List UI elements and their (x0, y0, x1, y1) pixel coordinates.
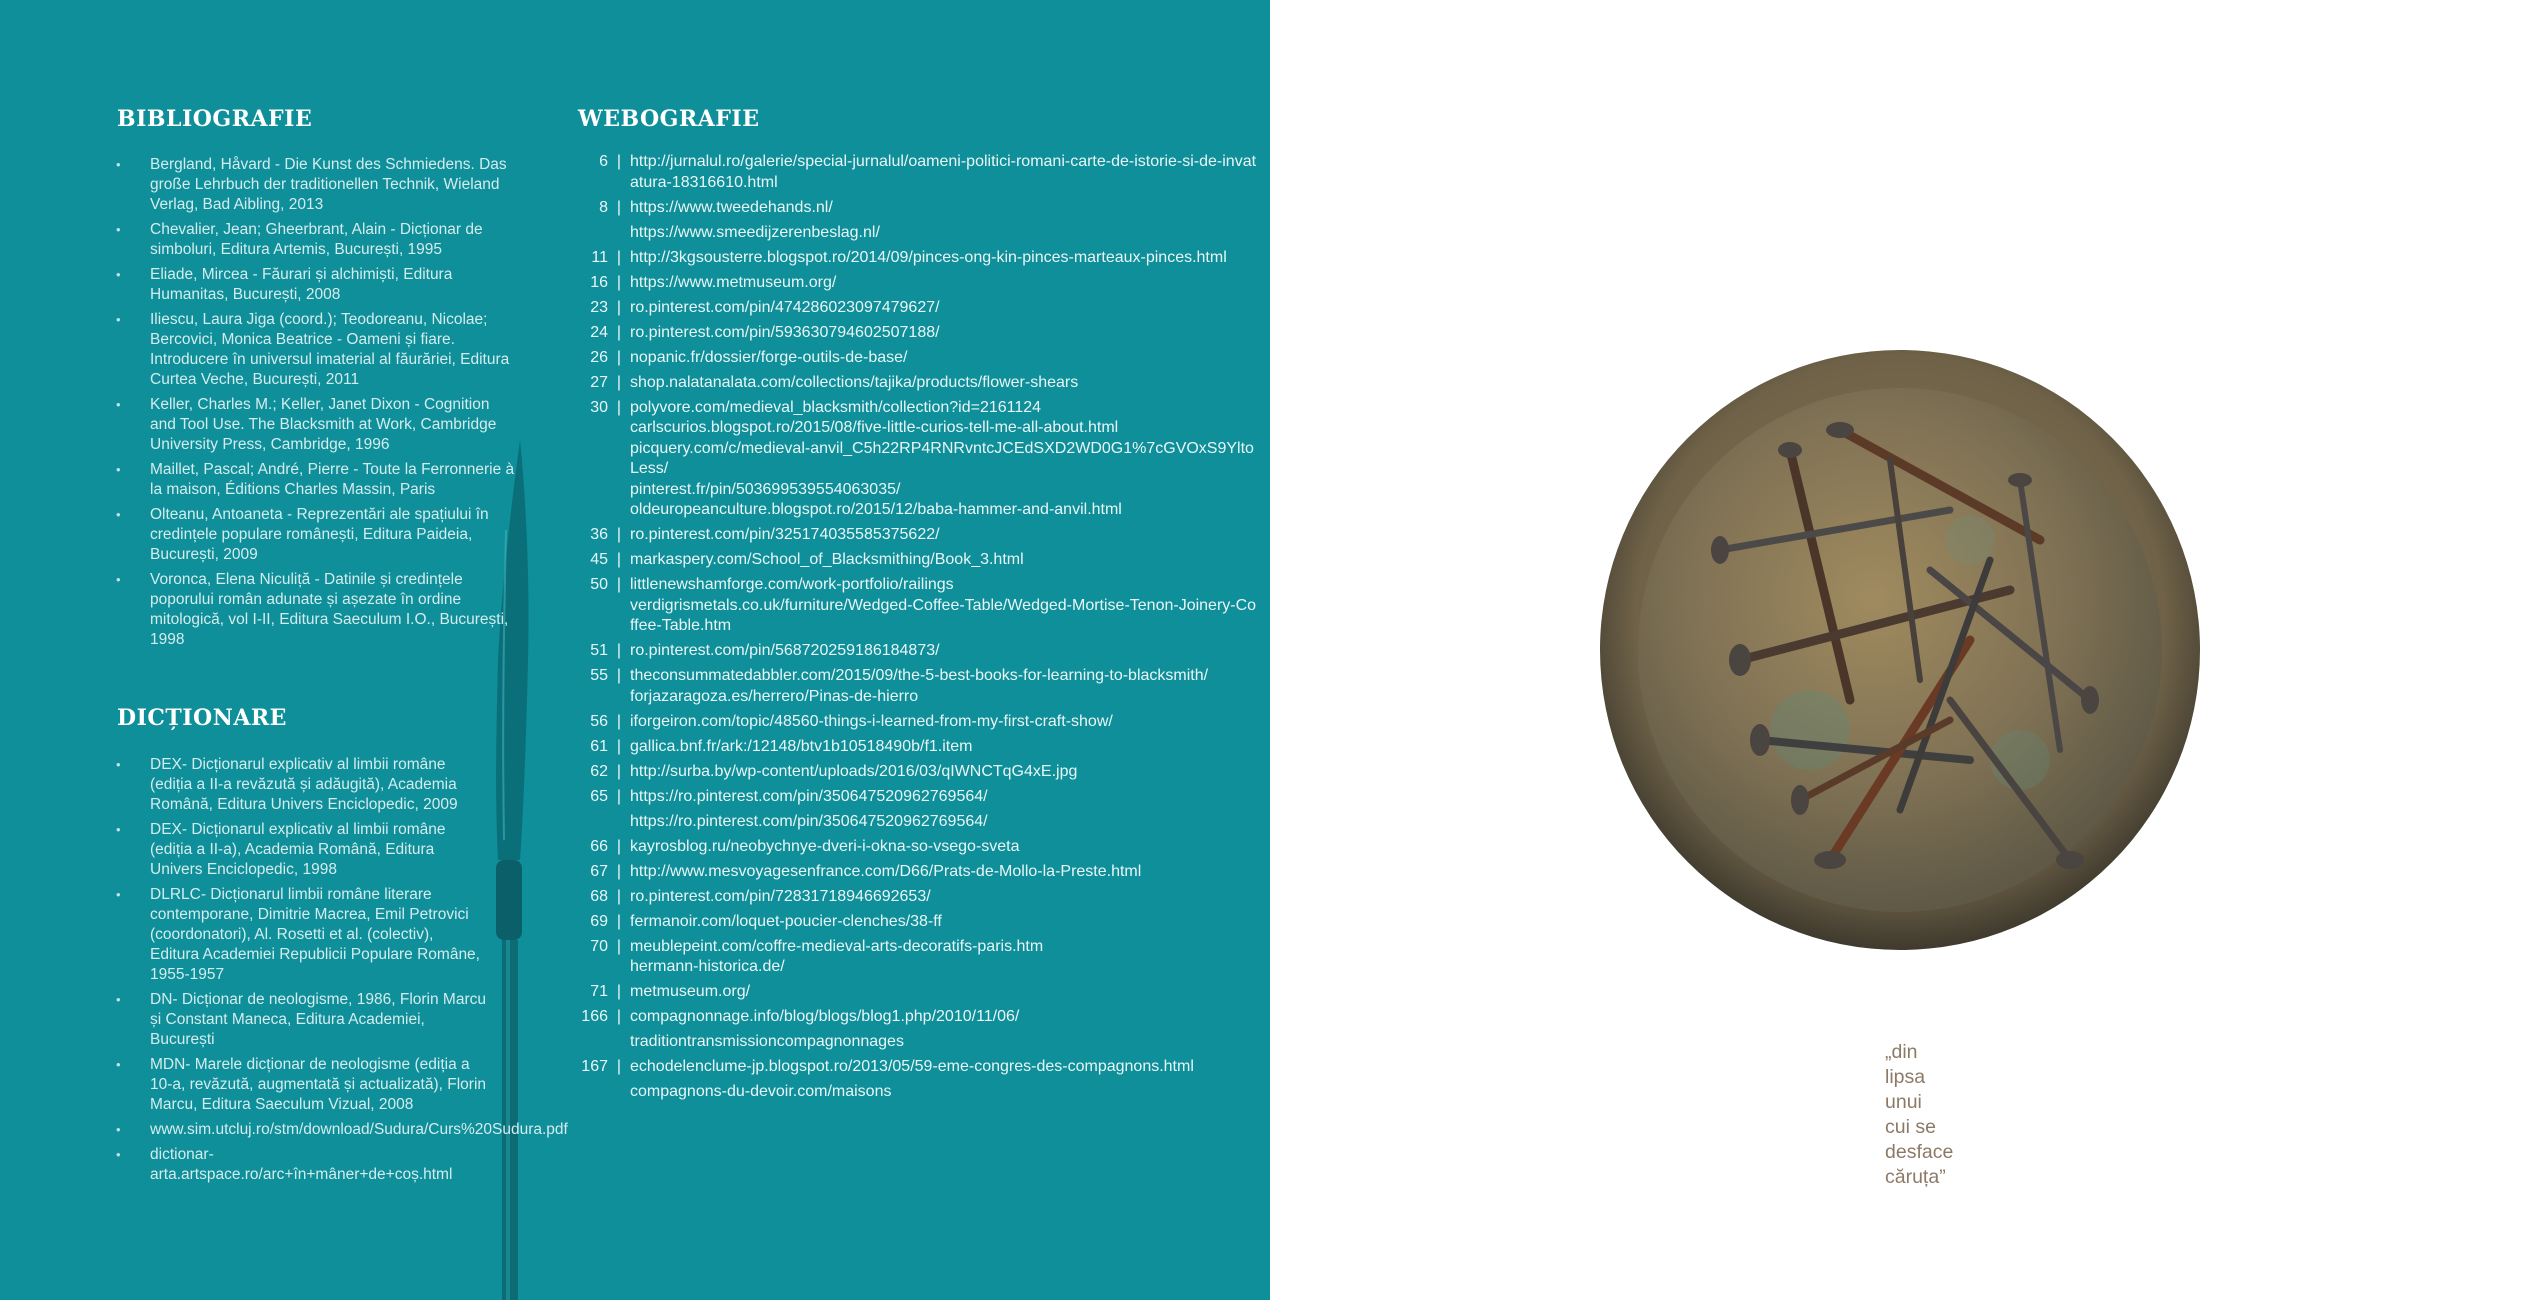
quote-line: unui (1885, 1091, 1922, 1113)
url-link[interactable]: theconsummatedabbler.com/2015/09/the-5-best-books-for-learning-to-blacksmith/ (630, 667, 1209, 684)
webography-entry (560, 666, 1260, 707)
url-link[interactable]: compagnons-du-devoir.com/maisons (630, 1083, 892, 1100)
quote-text (1885, 1040, 1953, 1190)
webography-entry (560, 912, 1260, 933)
url-group (630, 323, 1260, 344)
reference-number: 55 (590, 667, 608, 684)
url-group (630, 641, 1260, 662)
reference-number: 45 (590, 551, 608, 568)
reference-number: 65 (590, 787, 608, 805)
webography-entry (560, 575, 1260, 637)
separator: | (616, 323, 622, 341)
bibliography-item: • Keller, Charles M.; Keller, Janet Dixon - Cognition and Tool Use. The Blacksmith at Work, Cambridge University Press, Cambridge, 1996 (116, 395, 518, 455)
reference-number: 167 (581, 1058, 608, 1075)
url-link[interactable]: ro.pinterest.com/pin/593630794602507188/ (630, 323, 940, 341)
quote-line: căruța” (1885, 1166, 1946, 1188)
url-group (630, 787, 1260, 808)
url-group (630, 223, 1260, 244)
url-link[interactable]: kayrosblog.ru/neobychnye-dveri-i-okna-so-vsego-sveta (630, 837, 1020, 855)
separator: | (616, 667, 622, 684)
webography-entry (560, 398, 1260, 521)
url-link[interactable]: compagnonnage.info/blog/blogs/blog1.php/2010/11/06/ (630, 1008, 1020, 1025)
url-group (630, 937, 1260, 978)
separator: | (616, 298, 622, 316)
url-link[interactable]: shop.nalatanalata.com/collections/tajika/products/flower-shears (630, 373, 1079, 391)
dictionary-item: • MDN- Marele dicționar de neologisme (ediția a 10-a, revăzută, augmentată și actualizată), Florin Marcu, Editura Saeculum Vizual, 2008 (116, 1055, 486, 1115)
webography-entry (560, 298, 1260, 319)
url-group (630, 982, 1260, 1003)
bibliography-item: • Iliescu, Laura Jiga (coord.); Teodoreanu, Nicolae; Bercovici, Monica Beatrice - Oameni și fiare. Introducere în universul imaterial al făurăriei, Editura Curtea Veche, București, 2011 (116, 310, 518, 390)
webography-entry (560, 1082, 1260, 1103)
url-link[interactable]: http://www.mesvoyagesenfrance.com/D66/Prats-de-Mollo-la-Preste.html (630, 862, 1142, 880)
separator: | (616, 526, 622, 543)
webography-entry (560, 373, 1260, 394)
bibliography-item: • Voronca, Elena Niculiță - Datinile și credințele poporului român adunate și așezate în ordine mitologică, vol I-II, Editura Saeculum I.O., București, 1998 (116, 570, 518, 650)
reference-number: 30 (590, 398, 608, 416)
url-group (630, 837, 1260, 858)
separator: | (616, 1008, 622, 1025)
webography-entry (560, 762, 1260, 783)
reference-number: 56 (590, 712, 608, 730)
url-group (630, 1057, 1260, 1078)
url-link[interactable]: ro.pinterest.com/pin/568720259186184873/ (630, 642, 940, 659)
url-group (630, 348, 1260, 369)
reference-number: 70 (590, 937, 608, 955)
separator: | (616, 737, 622, 755)
reference-number: 62 (590, 762, 608, 780)
url-link[interactable]: oldeuropeanculture.blogspot.ro/2015/12/baba-hammer-and-anvil.html (630, 501, 1122, 518)
dictionary-item: • DEX- Dicționarul explicativ al limbii române (ediția a II-a revăzută și adăugită), Academia Română, Editura Univers Enciclopedic, 2009 (116, 755, 486, 815)
bibliography-item: • Olteanu, Antoaneta - Reprezentări ale spațiului în credințele populare românești, Editura Paideia, București, 2009 (116, 505, 518, 565)
url-link[interactable]: http://surba.by/wp-content/uploads/2016/03/qIWNCTqG4xE.jpg (630, 762, 1078, 780)
url-link[interactable]: metmuseum.org/ (630, 983, 751, 1000)
url-group (630, 398, 1260, 521)
url-link[interactable]: https://ro.pinterest.com/pin/350647520962769564/ (630, 787, 988, 805)
webography-entry (560, 198, 1260, 219)
url-link[interactable]: carlscurios.blogspot.ro/2015/08/five-little-curios-tell-me-all-about.html (630, 419, 1119, 436)
separator: | (616, 1058, 622, 1075)
webography-entry (560, 937, 1260, 978)
webography-entry (560, 787, 1260, 808)
url-group (630, 575, 1260, 637)
dictionary-item: • www.sim.utcluj.ro/stm/download/Sudura/Curs%20Sudura.pdf (116, 1120, 486, 1140)
url-link[interactable]: https://ro.pinterest.com/pin/350647520962769564/ (630, 812, 988, 830)
reference-number: 166 (581, 1008, 608, 1025)
url-link[interactable]: picquery.com/c/medieval-anvil_C5h22RP4RNRvntcJCEdSXD2WD0G1%7cGVOxS9YltoLess/ (630, 439, 1254, 477)
url-group (630, 862, 1260, 883)
url-link[interactable]: forjazaragoza.es/herrero/Pinas-de-hierro (630, 687, 919, 705)
separator: | (616, 642, 622, 659)
webography-entry (560, 1057, 1260, 1078)
bibliography-item: • Maillet, Pascal; André, Pierre - Toute la Ferronnerie à la maison, Éditions Charles Massin, Paris (116, 460, 518, 500)
bibliography-list (116, 155, 518, 655)
separator: | (616, 551, 622, 568)
webography-entry (560, 1032, 1260, 1053)
webography-entry (560, 982, 1260, 1003)
url-link[interactable]: ro.pinterest.com/pin/72831718946692653/ (630, 887, 931, 905)
reference-number: 69 (590, 912, 608, 930)
url-group (630, 152, 1260, 193)
url-link[interactable]: traditiontransmissioncompagnonnages (630, 1033, 904, 1050)
url-link[interactable]: fermanoir.com/loquet-poucier-clenches/38-ff (630, 912, 942, 930)
url-group (630, 887, 1260, 908)
webography-entry (560, 323, 1260, 344)
url-group (630, 712, 1260, 733)
url-link[interactable]: polyvore.com/medieval_blacksmith/collection?id=2161124 (630, 398, 1042, 416)
webography-entry (560, 273, 1260, 294)
url-link[interactable]: littlenewshamforge.com/work-portfolio/railings (630, 576, 954, 593)
separator: | (616, 762, 622, 780)
dictionaries-title: DICȚIONARE (117, 705, 287, 731)
separator: | (616, 398, 622, 416)
separator: | (616, 198, 622, 216)
url-group (630, 1032, 1260, 1053)
dictionaries-list (116, 755, 568, 1190)
url-link[interactable]: https://www.tweedehands.nl/ (630, 198, 833, 216)
separator: | (616, 273, 622, 291)
url-link[interactable]: echodelenclume-jp.blogspot.ro/2013/05/59-eme-congres-des-compagnons.html (630, 1058, 1194, 1075)
reference-number: 27 (590, 373, 608, 391)
separator: | (616, 712, 622, 730)
url-link[interactable]: http://jurnalul.ro/galerie/special-jurnalul/oameni-politici-romani-carte-de-istorie-si-de-invatatura-18316610.html (630, 153, 1257, 191)
reference-number: 68 (590, 887, 608, 905)
separator: | (616, 576, 622, 593)
webography-entry (560, 887, 1260, 908)
url-group (630, 737, 1260, 758)
url-group (630, 198, 1260, 219)
reference-number: 61 (590, 737, 608, 755)
url-link[interactable]: ro.pinterest.com/pin/474286023097479627/ (630, 298, 940, 316)
webography-entry (560, 862, 1260, 883)
webography-entry (560, 550, 1260, 571)
webography-list (560, 152, 1260, 1107)
url-group (630, 812, 1260, 833)
url-group (630, 273, 1260, 294)
webography-title: WEBOGRAFIE (578, 106, 760, 132)
reference-number: 71 (590, 983, 608, 1000)
reference-number: 8 (599, 198, 608, 216)
quote-line: cui se (1885, 1116, 1936, 1138)
webography-entry (560, 837, 1260, 858)
url-link[interactable]: nopanic.fr/dossier/forge-outils-de-base/ (630, 348, 908, 366)
reference-number: 23 (590, 298, 608, 316)
bibliography-item: • Chevalier, Jean; Gheerbrant, Alain - Dicționar de simboluri, Editura Artemis, București, 1995 (116, 220, 518, 260)
separator: | (616, 983, 622, 1000)
url-group (630, 525, 1260, 546)
dictionary-item: • DLRLC- Dicționarul limbii române literare contemporane, Dimitrie Macrea, Emil Petrovici (coordonatori), Al. Rosetti et al. (colectiv), Editura Academiei Republicii Populare Române, 1955-1957 (116, 885, 486, 985)
separator: | (616, 837, 622, 855)
url-link[interactable]: hermann-historica.de/ (630, 958, 785, 975)
url-group (630, 373, 1260, 394)
webography-entry (560, 712, 1260, 733)
quote-line: lipsa (1885, 1066, 1926, 1088)
webography-entry (560, 812, 1260, 833)
separator: | (616, 887, 622, 905)
url-link[interactable]: https://www.metmuseum.org/ (630, 273, 837, 291)
reference-number: 24 (590, 323, 608, 341)
separator: | (616, 862, 622, 880)
separator: | (616, 348, 622, 366)
url-group (630, 666, 1260, 707)
reference-number: 50 (590, 576, 608, 593)
url-group (630, 298, 1260, 319)
webography-entry (560, 641, 1260, 662)
reference-number: 26 (590, 348, 608, 366)
url-group (630, 550, 1260, 571)
url-link[interactable]: gallica.bnf.fr/ark:/12148/btv1b10518490b/f1.item (630, 737, 973, 755)
dictionary-item: • DN- Dicționar de neologisme, 1986, Florin Marcu și Constant Maneca, Editura Academiei, București (116, 990, 486, 1050)
separator: | (616, 787, 622, 805)
webography-entry (560, 248, 1260, 269)
reference-number: 36 (590, 526, 608, 543)
url-link[interactable]: iforgeiron.com/topic/48560-things-i-learned-from-my-first-craft-show/ (630, 712, 1113, 730)
webography-entry (560, 1007, 1260, 1028)
url-group (630, 248, 1260, 269)
webography-entry (560, 525, 1260, 546)
bibliography-title: BIBLIOGRAFIE (117, 106, 313, 132)
dictionary-item: • DEX- Dicționarul explicativ al limbii române (ediția a II-a), Academia Română, Editura Univers Enciclopedic, 1998 (116, 820, 486, 880)
dictionary-item: • dictionar-arta.artspace.ro/arc+în+mâner+de+coș.html (116, 1145, 486, 1185)
reference-number: 66 (590, 837, 608, 855)
separator: | (616, 153, 622, 170)
plate-of-nails-image (1590, 340, 2210, 960)
url-link[interactable]: meublepeint.com/coffre-medieval-arts-decoratifs-paris.htm (630, 937, 1044, 955)
url-link[interactable]: markaspery.com/School_of_Blacksmithing/Book_3.html (630, 551, 1024, 568)
separator: | (616, 373, 622, 391)
url-link[interactable]: pinterest.fr/pin/503699539554063035/ (630, 480, 901, 498)
bibliography-item: • Eliade, Mircea - Făurari și alchimiști, Editura Humanitas, București, 2008 (116, 265, 518, 305)
webography-entry (560, 223, 1260, 244)
reference-number: 11 (591, 248, 608, 266)
url-link[interactable]: http://3kgsousterre.blogspot.ro/2014/09/pinces-ong-kin-pinces-marteaux-pinces.html (630, 248, 1227, 266)
url-group (630, 912, 1260, 933)
url-group (630, 1082, 1260, 1103)
url-link[interactable]: verdigrismetals.co.uk/furniture/Wedged-Coffee-Table/Wedged-Mortise-Tenon-Joinery-Coffee-Table.htm (630, 596, 1257, 634)
webography-entry (560, 737, 1260, 758)
reference-number: 16 (590, 273, 608, 291)
bibliography-item: • Bergland, Håvard - Die Kunst des Schmiedens. Das große Lehrbuch der traditionellen Technik, Wieland Verlag, Bad Aibling, 2013 (116, 155, 518, 215)
reference-number: 67 (590, 862, 608, 880)
url-group (630, 1007, 1260, 1028)
url-group (630, 762, 1260, 783)
quote-line: „din (1885, 1041, 1918, 1063)
reference-number: 51 (590, 642, 608, 659)
url-link[interactable]: ro.pinterest.com/pin/325174035585375622/ (630, 526, 940, 543)
quote-line: desface (1885, 1141, 1954, 1163)
separator: | (616, 937, 622, 955)
separator: | (616, 248, 622, 266)
separator: | (616, 912, 622, 930)
webography-entry (560, 152, 1260, 193)
webography-entry (560, 348, 1260, 369)
reference-number: 6 (599, 153, 608, 170)
url-link[interactable]: https://www.smeedijzerenbeslag.nl/ (630, 223, 880, 241)
